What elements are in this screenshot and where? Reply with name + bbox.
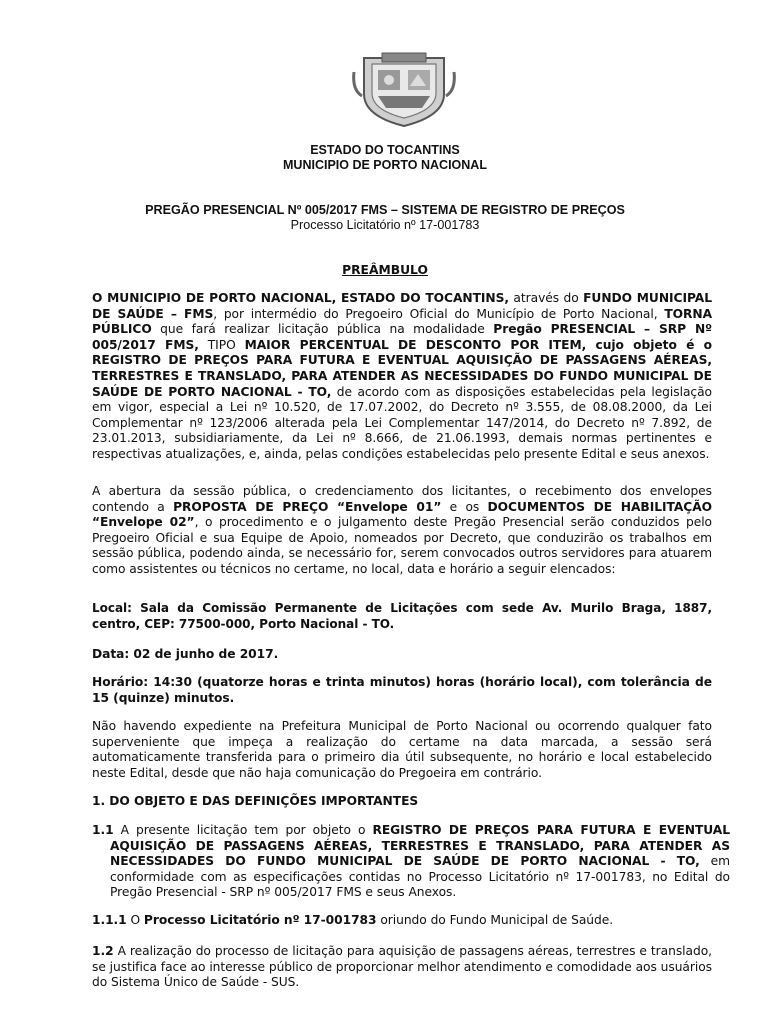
process-number: Processo Licitatório nº 17-001783	[290, 218, 480, 232]
session-time: Horário: 14:30 (quatorze horas e trinta minutos) horas (horário local), com tolerância de 15 (quinze) minutos.	[92, 675, 712, 705]
no-business-day-paragraph: Não havendo expediente na Prefeitura Municipal de Porto Nacional ou ocorrendo qualquer fato superveniente que impeça a realização do certame na data marcada, a sessão será automaticamente transferida para o primeiro dia útil subsequente, no horário e local estabelecido neste Edital, desde que não haja comunicação do Pregoeira em contrário.	[92, 719, 712, 780]
preamble-paragraph: O MUNICIPIO DE PORTO NACIONAL, ESTADO DO TOCANTINS, através do FUNDO MUNICIPAL DE SAÚDE – FMS, por intermédio do Pregoeiro Oficial do Município de Porto Nacional, TORNA PÚBLICO que fará realizar licitação pública na modalidade Pregão PRESENCIAL – SRP Nº 005/2017 FMS, TIPO MAIOR PERCENTUAL DE DESCONTO POR ITEM, cujo objeto é o REGISTRO DE PREÇOS PARA FUTURA E EVENTUAL AQUISIÇÃO DE PASSAGENS AÉREAS, TERRESTRES E TRANSLADO, PARA ATENDER AS NECESSIDADES DO FUNDO MUNICIPAL DE SAÚDE DE PORTO NACIONAL - TO, de acordo com as disposições estabelecidas pela legislação em vigor, especial a Lei nº 10.520, de 17.07.2002, do Decreto nº 3.555, de 08.08.2000, da Lei Complementar nº 123/2006 alterada pela Lei Complementar 147/2014, do Decreto nº 7.892, de 23.01.2013, subsidiariamente, da Lei nº 8.666, de 21.06.1993, demais normas pertinentes e respectivas atualizações, e, ainda, pelas condições estabelecidas pelo presente Edital e seus anexos.	[92, 291, 712, 461]
clause-1-1: 1.1 A presente licitação tem por objeto o REGISTRO DE PREÇOS PARA FUTURA E EVENTUAL AQUISIÇÃO DE PASSAGENS AÉREAS, TERRESTRES E TRANSLADO, PARA ATENDER AS NECESSIDADES DO FUNDO MUNICIPAL DE SAÚDE DE PORTO NACIONAL - TO, em conformidade com as especificações contidas no Processo Licitatório nº 17-001783, no Edital do Pregão Presencial - SRP nº 005/2017 FMS e seus Anexos.	[92, 823, 730, 900]
preamble-heading: PREÂMBULO	[342, 263, 428, 277]
state-name: ESTADO DO TOCANTINS	[310, 143, 460, 157]
section-1-heading: 1. DO OBJETO E DAS DEFINIÇÕES IMPORTANTES	[92, 794, 419, 808]
city-name: MUNICIPIO DE PORTO NACIONAL	[283, 158, 487, 172]
document-title: PREGÃO PRESENCIAL Nº 005/2017 FMS – SISTEMA DE REGISTRO DE PREÇOS	[145, 203, 625, 217]
session-paragraph: A abertura da sessão pública, o credenciamento dos licitantes, o recebimento dos envelopes contendo a PROPOSTA DE PREÇO “Envelope 01” e os DOCUMENTOS DE HABILITAÇÃO “Envelope 02”, o procedimento e o julgamento deste Pregão Presencial serão conduzidos pelo Pregoeiro Oficial e sua Equipe de Apoio, nomeados por Decreto, que conduzirão os trabalhos em sessão pública, podendo ainda, se necessário for, serem convocados outros servidores para atuarem como assistentes ou técnicos no certame, no local, data e horário a seguir elencados:	[92, 484, 712, 576]
session-date: Data: 02 de junho de 2017.	[92, 647, 279, 661]
clause-1-1-1: 1.1.1 O Processo Licitatório nº 17-001783 oriundo do Fundo Municipal de Saúde.	[92, 913, 614, 927]
session-location: Local: Sala da Comissão Permanente de Licitações com sede Av. Murilo Braga, 1887, centro, CEP: 77500-000, Porto Nacional - TO.	[92, 601, 712, 631]
municipal-seal-icon	[352, 50, 456, 128]
clause-1-2: 1.2 A realização do processo de licitação para aquisição de passagens aéreas, terrestres e translado, se justifica face ao interesse público de proporcionar melhor atendimento e comodidade aos usuários do Sistema Único de Saúde - SUS.	[92, 944, 712, 990]
